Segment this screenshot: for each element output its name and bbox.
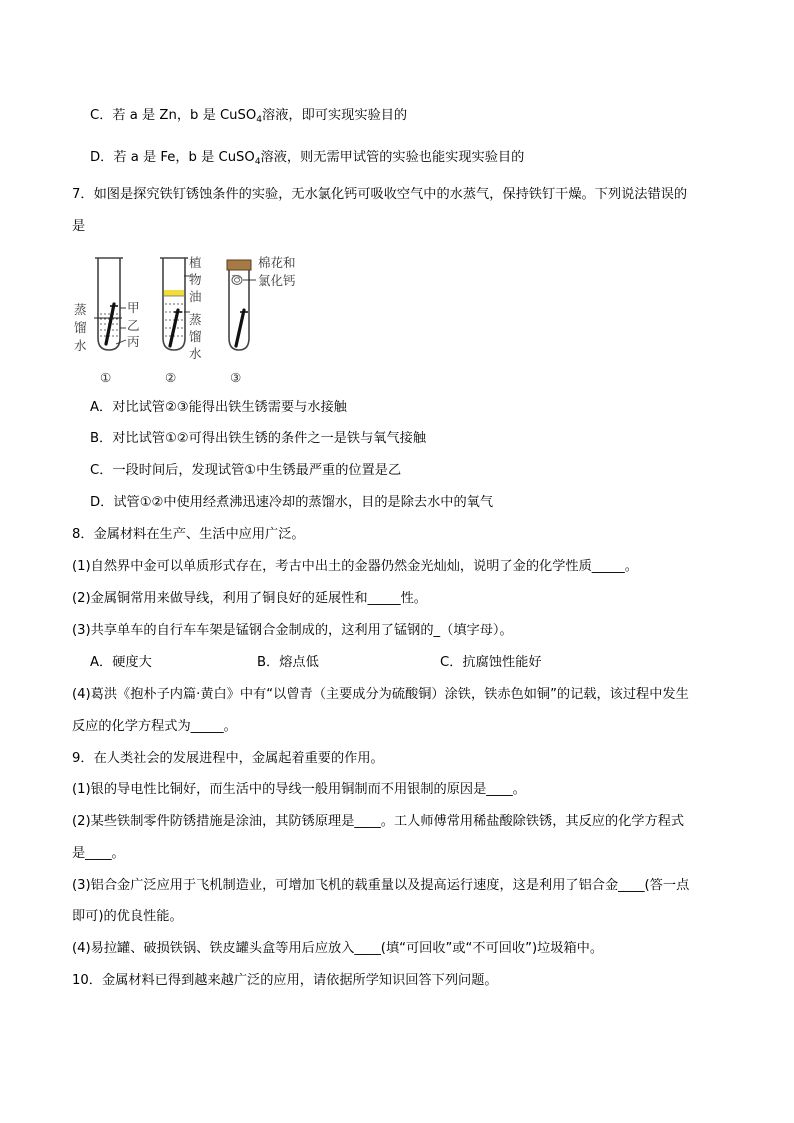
q9-part-1: (1)银的导电性比铜好，而生活中的导线一般用铜制而不用银制的原因是____。 bbox=[72, 782, 526, 797]
label-water-1c: 水 bbox=[74, 338, 87, 353]
q9-part-2-line1: (2)某些铁制零件防锈措施是涂油，其防锈原理是____。工人师傅常用稀盐酸除铁锈，其反应的化学方程式 bbox=[72, 814, 685, 829]
q7-stem-line2: 是 bbox=[72, 219, 86, 234]
label-tube-2: ② bbox=[165, 370, 177, 385]
q10-stem: 10．金属材料已得到越来越广泛的应用，请依据所学知识回答下列问题。 bbox=[72, 973, 498, 988]
label-oil-b: 物 bbox=[189, 272, 202, 287]
label-oil: 植 bbox=[189, 255, 202, 270]
q6-option-d-subscript: 4 bbox=[254, 157, 261, 167]
label-water-2: 蒸 bbox=[189, 312, 202, 327]
label-bing: 丙 bbox=[127, 334, 140, 349]
q8-part-2: (2)金属铜常用来做导线，利用了铜良好的延展性和_____性。 bbox=[72, 591, 427, 606]
label-oil-c: 油 bbox=[189, 289, 202, 304]
q8-part-4-line1: (4)葛洪《抱朴子内篇·黄白》中有“以曾青（主要成分为硫酸铜）涂铁，铁赤色如铜”的记载，该过程中发生 bbox=[72, 687, 689, 702]
q6-option-c-text: C．若 a 是 Zn，b 是 CuSO bbox=[90, 108, 257, 123]
rusting-experiment-figure bbox=[70, 252, 320, 388]
q9-part-3-line2: 即可)的优良性能。 bbox=[72, 909, 183, 924]
q7-option-d: D．试管①②中使用经煮沸迅速冷却的蒸馏水，目的是除去水中的氧气 bbox=[90, 495, 494, 510]
q8-stem: 8．金属材料在生产、生活中应用广泛。 bbox=[72, 527, 305, 542]
label-jia: 甲 bbox=[127, 300, 140, 315]
q7-stem-line1: 7．如图是探究铁钉锈蚀条件的实验，无水氯化钙可吸收空气中的水蒸气，保持铁钉干燥。下列说法错误的 bbox=[72, 187, 688, 202]
label-water-1b: 馏 bbox=[74, 320, 87, 335]
label-water-2b: 馏 bbox=[189, 329, 202, 344]
label-tube-1: ① bbox=[100, 370, 112, 385]
q6-option-c-text-end: 溶液，即可实现实验目的 bbox=[262, 108, 408, 123]
q9-part-3-line1: (3)铝合金广泛应用于飞机制造业，可增加飞机的载重量以及提高运行速度，这是利用了铝合金____(答一点 bbox=[72, 878, 690, 893]
test-tube-3 bbox=[227, 260, 256, 350]
q6-option-d-text: D．若 a 是 Fe，b 是 CuSO bbox=[90, 150, 255, 165]
label-cotton: 棉花和 bbox=[258, 255, 296, 270]
q9-part-2-line2: 是____。 bbox=[72, 846, 125, 861]
iron-nail-3 bbox=[236, 310, 244, 346]
label-yi: 乙 bbox=[127, 318, 140, 333]
q7-option-c: C．一段时间后，发现试管①中生锈最严重的位置是乙 bbox=[90, 463, 402, 478]
label-water-1: 蒸 bbox=[74, 302, 87, 317]
test-tube-1 bbox=[94, 258, 126, 350]
q6-option-d bbox=[90, 149, 524, 171]
oil-layer bbox=[164, 290, 184, 296]
q6-option-c bbox=[90, 107, 407, 129]
q8-part-4-line2: 反应的化学方程式为_____。 bbox=[72, 719, 237, 734]
q8-part-3: (3)共享单车的自行车车架是锰钢合金制成的，这利用了锰钢的_（填字母）。 bbox=[72, 623, 513, 638]
q9-stem: 9．在人类社会的发展进程中，金属起着重要的作用。 bbox=[72, 751, 384, 766]
label-cotton-b: 氯化钙 bbox=[258, 273, 296, 288]
q6-option-c-subscript: 4 bbox=[256, 115, 263, 125]
q7-option-b: B．对比试管①②可得出铁生锈的条件之一是铁与氧气接触 bbox=[90, 431, 427, 446]
q8-option-c: C．抗腐蚀性能好 bbox=[440, 655, 542, 670]
q6-option-d-text-end: 溶液，则无需甲试管的实验也能实现实验目的 bbox=[260, 150, 525, 165]
q7-option-a: A．对比试管②③能得出铁生锈需要与水接触 bbox=[90, 400, 347, 415]
q8-option-a: A．硬度大 bbox=[90, 655, 152, 670]
iron-nail-2 bbox=[170, 310, 178, 346]
test-tube-2 bbox=[160, 258, 190, 350]
q9-part-4: (4)易拉罐、破损铁锅、铁皮罐头盒等用后应放入____(填“可回收”或“不可回收”)垃圾箱中。 bbox=[72, 941, 604, 956]
label-water-2c: 水 bbox=[189, 346, 202, 361]
q8-part-1: (1)自然界中金可以单质形式存在，考古中出土的金器仍然金光灿灿，说明了金的化学性质_____。 bbox=[72, 559, 638, 574]
q8-option-b: B．熔点低 bbox=[257, 655, 319, 670]
label-tube-3: ③ bbox=[230, 370, 242, 385]
stopper bbox=[227, 260, 251, 270]
